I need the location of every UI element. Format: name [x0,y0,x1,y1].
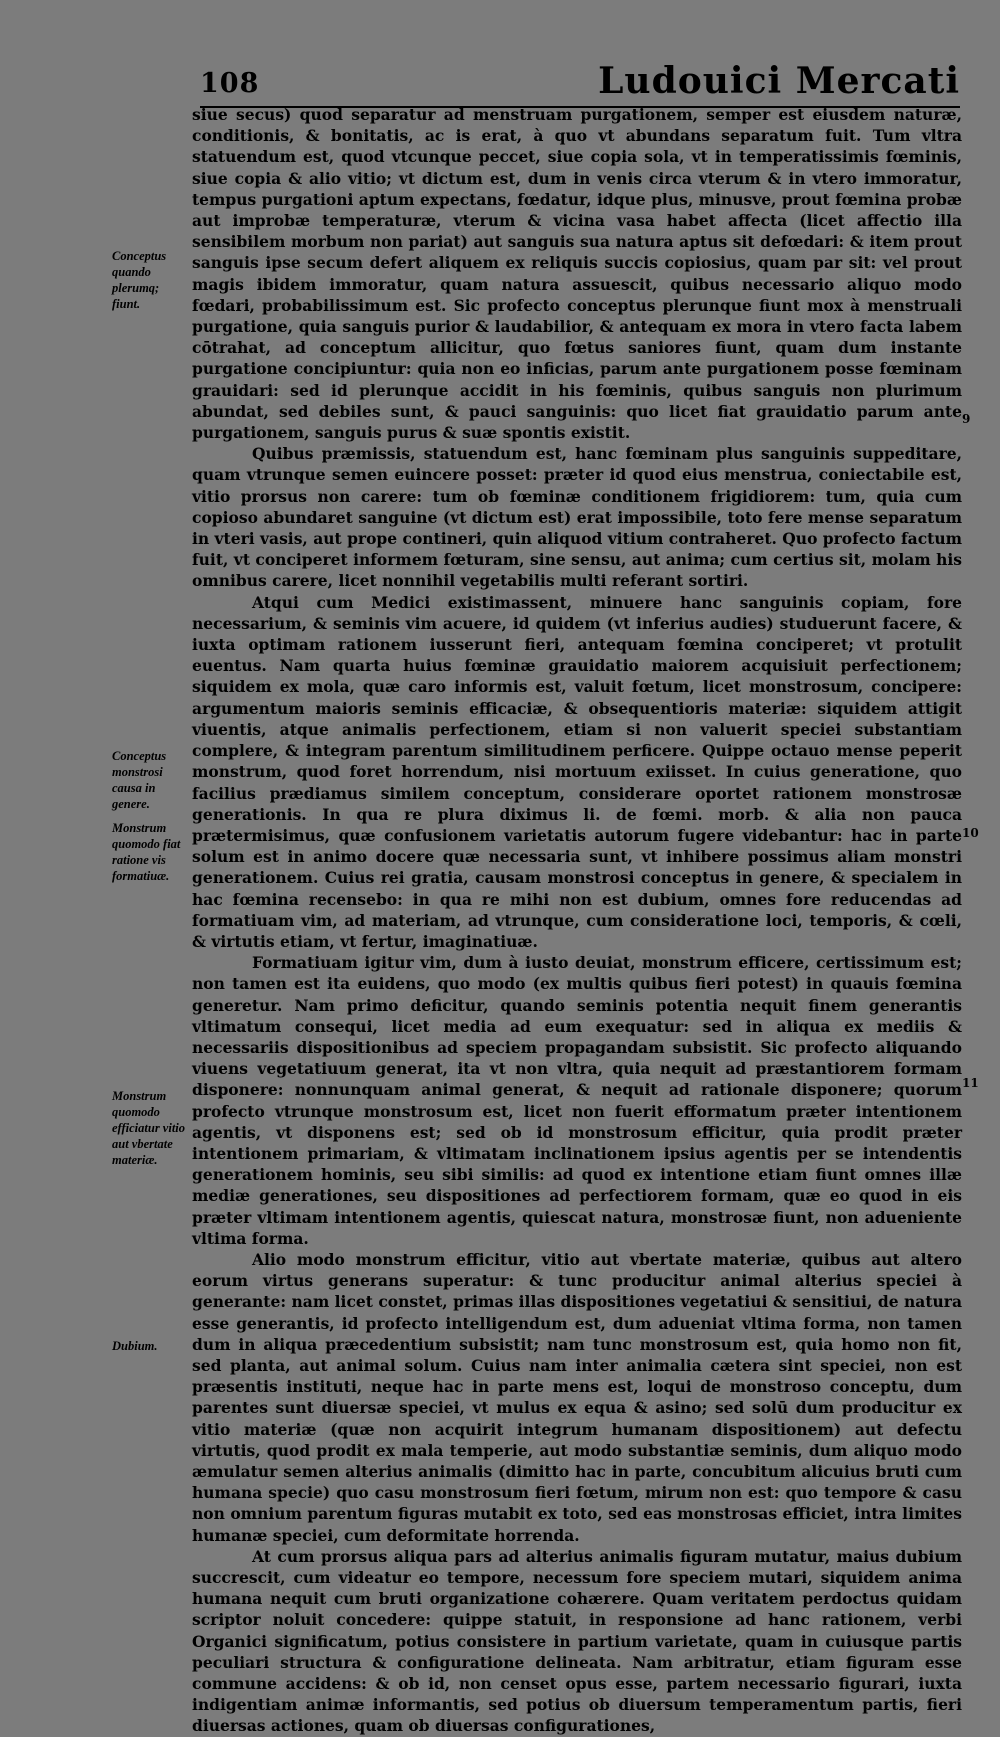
paragraph-4: Formatiuam igitur vim, dum à iusto deuiat, monstrum efficere, certissimum est; non tamen est ita euidens, quo modo (ex multis quibus fieri potest) in quauis fœmina generetur. Nam primo deficitur, quando seminis potentia nequit finem generantis vltimatum consequi, licet media ad eum exequatur: sed in aliqua ex mediis & necessariis dispositionibus ad speciem propagandam subsistit. Sic profecto aliquando viuens vegetatiuum generat, ita vt non vltra, quia nequit ad præstantiorem formam disponere: nonnunquam animal generat, & nequit ad rationale disponere; quorum profecto vtrunque monstrosum est, licet non fuerit efformatum præter intentionem agentis, vt disponens est; sed ob id monstrosum efficitur, quia prodit præter intentionem primariam, & vltimatam inclinationem ipsius agentis per se intendentis generationem hominis, seu sibi similis: ad quod ex intentione etiam fiunt omnes illæ mediæ generationes, seu dispositiones ad perfectiorem formam, quæ eo quod in eis præter vltimam intentionem agentis, quiescat natura, monstrosæ fiunt, non adueniente vltima forma. [192,953,962,1248]
paragraph-3: Atqui cum Medici existimassent, minuere hanc sanguinis copiam, fore necessarium, & seminis vim acuere, id quidem (vt inferius audies) studuerunt facere, & iuxta optimam rationem iusserunt fieri, antequam fœmina conciperet; vt protulit euentus. Nam quarta huius fœminæ grauidatio maiorem acquisiuit perfectionem; siquidem ex mola, quæ caro informis est, valuit fœtum, licet monstrosum, concipere: argumentum maioris seminis efficaciæ, & obsequentioris materiæ: siquidem attigit viuentis, atque animalis perfectionem, etiam si non valuerit speciei substantiam complere, & integram parentum similitudinem perficere. Quippe octauo mense peperit monstrum, quod foret horrendum, nisi mortuum exiisset. In cuius generatione, quo facilius prædiamus similem conceptum, considerare oportet rationem monstrosæ generationis. In qua re plura diximus li. de fœmi. morb. & alia non pauca prætermisimus, quæ confusionem varietatis autorum fugere videbantur: hac in parte solum est in animo docere quæ necessaria sunt, vt inhibere possimus aliam monstri generationem. Cuius rei gratia, causam monstrosi conceptus in genere, & specialem in hac fœmina recensebo: in qua re mihi non est dubium, omnes fore reducendas ad formatiuam vim, ad materiam, ad vtrunque, cum consideratione loci, temporis, & cœli, & virtutis etiam, vt fertur, imaginatiuæ. [192,592,962,951]
margin-note-conceptus: Conceptus quando plerumq; fiunt. [112,249,167,311]
paragraph-2: Quibus præmissis, statuendum est, hanc fœminam plus sanguinis suppeditare, quam vtrunque semen euincere posset: præter id quod eius menstrua, coniectabile est, vitio prorsus non carere: tum ob fœminæ conditionem frigidiorem: tum, quia cum copioso abundaret sanguine (vt dictum est) erat impossibile, toto fere mense separatum in vteri vasis, aut prope contineri, quin aliquod vitium contraheret. Quo profecto factum fuit, vt conciperet informem fœturam, sine sensu, aut anima; cum certius sit, molam his omnibus carere, licet nonnihil vegetabilis multi referant sortiri. [192,444,962,591]
paragraph-1: siue secus) quod separatur ad menstruam purgationem, semper est eiusdem naturæ, conditionis, & bonitatis, ac is erat, à quo vt abundans separatum fuit. Tum vltra statuendum est, quod vtcunque peccet, siue copia sola, vt in temperatissimis fœminis, siue copia & alio vitio; vt dictum est, dum in venis circa vterum & in vtero immoratur, tempus purgationi aptum expectans, fœdatur, idque plus, minusve, prout fœmina probæ aut improbæ temperaturæ, vterum & vicina vasa habet affecta (licet affectio illa sensibilem morbum non pariat) aut sanguis sua natura aptus sit defœdari: & item prout sanguis ipse secum defert aliquem ex reliquis succis copiosius, quam par sit: vel prout magis ibidem immoratur, quam natura assuescit, quibus necessario aliquo modo fœdari, probabilissimum est. Sic profecto conceptus plerunque fiunt mox à menstruali purgatione, quia sanguis purior & laudabilior, & antequam ex mora in vtero facta labem cōtrahat, ad conceptum allicitur, quo fœtus saniores fiunt, quam dum instante purgatione concipiuntur: quia non eo inficias, parum ante purgationem posse fœminam grauidari: sed id plerunque accidit in his fœminis, quibus sanguis non plurimum abundat, sed debiles sunt, & pauci sanguinis: quo licet fiat grauidatio parum ante purgationem, sanguis purus & suæ spontis existit. [192,105,962,443]
margin-note-conceptus-monstrosi: Conceptus monstrosi causa in genere. [112,749,167,811]
page-number: 108 [200,68,260,99]
page-header [200,60,960,108]
margin-note-dubium: Dubium. [112,1339,158,1353]
paragraph-5: Alio modo monstrum efficitur, vitio aut vbertate materiæ, quibus aut altero eorum virtus generans superatur: & tunc producitur animal alterius speciei à generante: nam licet constet, primas illas dispositiones vegetatiui & sensitiui, de natura esse generantis, id profecto intelligendum est, dum adueniat vltima forma, non tamen dum in aliqua præcedentium subsistit; nam tunc monstrosum est, quia homo non fit, sed planta, aut animal solum. Cuius nam inter animalia cætera sint speciei, non est præsentis instituti, neque hac in parte mens est, loqui de monstroso conceptu, dum parentes sunt diuersæ speciei, vt mulus ex equa & asino; sed solū dum producitur ex vitio materiæ (quæ non acquirit integrum humanam dispositionem) aut defectu virtutis, quod prodit ex mala temperie, aut modo substantiæ seminis, dum aliquo modo æmulatur semen alterius animalis (dimitto hac in parte, concubitum alicuius bruti cum humana specie) quo casu monstrosum fieri fœtum, mirum non est: quo tempore & casu non omnium parentum figuras mutabit ex toto, sed eas monstrosas efficiet, intra limites humanæ speciei, cum deformitate horrenda. [192,1249,962,1545]
paragraph-6: At cum prorsus aliqua pars ad alterius animalis figuram mutatur, maius dubium succrescit, cum videatur eo tempore, necessum fore speciem mutari, siquidem anima humana nequit cum bruti organizatione cohærere. Quam veritatem perdoctus quidam scriptor noluit concedere: quippe statuit, in responsione ad hanc rationem, verbi Organici significatum, potius consistere in partium varietate, quam in cuiusque partis peculiari structura & configuratione delineata. Nam arbitratur, etiam figuram esse commune accidens: & ob id, non censet opus esse, partem necessario figurari, iuxta indigentiam animæ informantis, sed potius ob diuersum temperamentum partis, fieri diuersas actiones, quam ob diuersas configurationes, [192,1546,962,1736]
paragraph-number-10: 10 [962,826,979,840]
body-text [192,104,962,1737]
paragraph-number-9: 9 [962,412,971,426]
margin-note-monstrum-materia: Monstrum quomodo efficiatur vitio aut vbertate materiæ. [112,1089,186,1167]
paragraph-number-11: 11 [962,1076,979,1090]
running-title: Ludouici Mercati [598,60,960,102]
margin-note-monstrum-formatiua: Monstrum quomodo fiat ratione vis formatiuæ. [112,821,181,883]
